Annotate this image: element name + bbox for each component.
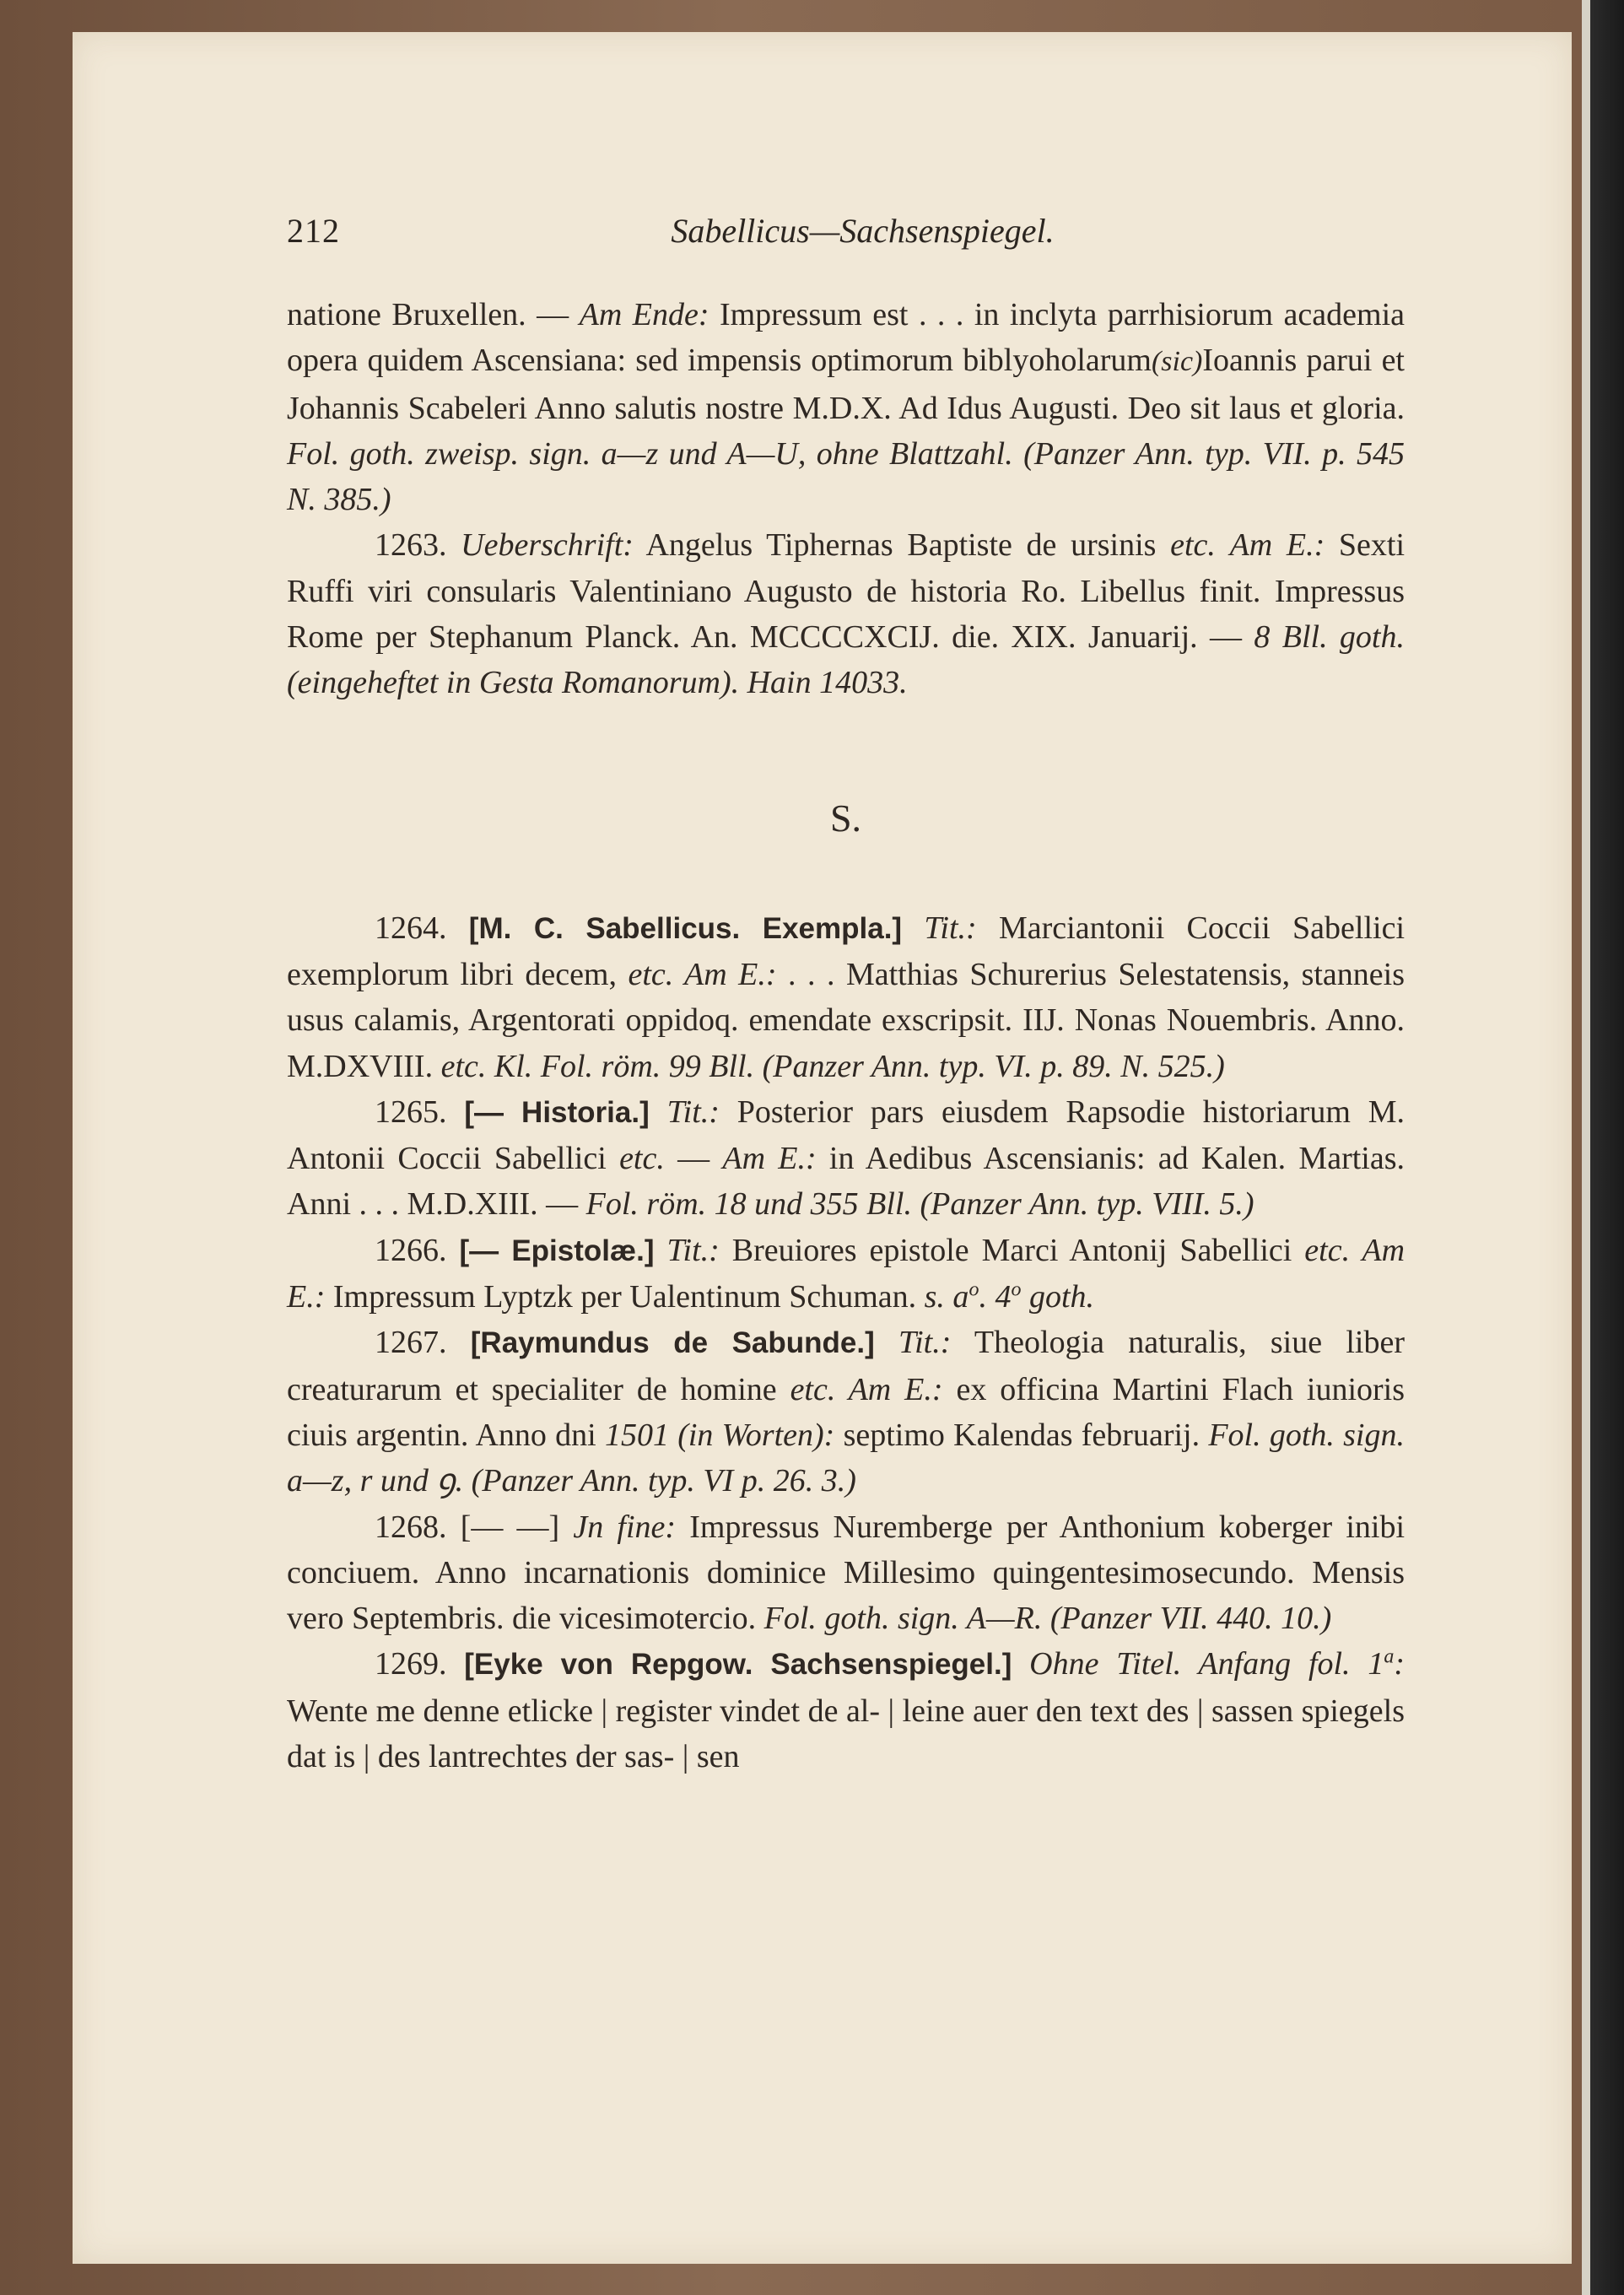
entry-1266: 1266. [— Epistolæ.] Tit.: Breuiores epistole Marci Antonij Sabellici etc. Am E.: Impressum Lyptzk per Ualentinum Schuman. s. $a^o$. 4$^o$ goth.	[287, 1232, 1405, 1315]
page-header	[287, 211, 1405, 253]
running-title: Sabellicus—Sachsenspiegel.	[671, 212, 1055, 250]
entry-continuation: natione Bruxellen. — Am Ende: Impressum est . . . in inclyta parrhisiorum academia opera quidem Ascensiana: sed impensis optimorum biblyoholarum(sic)Ioannis parui et Johannis Scabeleri Anno salutis nostre M.D.X. Ad Idus Augusti. Deo sit laus et gloria. Fol. goth. zweisp. sign. a—z und A—U, ohne Blattzahl. (Panzer Ann. typ. VII. p. 545 N. 385.)	[287, 297, 1405, 518]
entry-1264: 1264. [M. C. Sabellicus. Exempla.] Tit.: Marciantonii Coccii Sabellici exemplorum libri decem, etc. Am E.: . . . Matthias Schurerius Selestatensis, stanneis usus calamis, Argentorati oppidoq. emendate exscripsit. IIJ. Nonas Nouembris. Anno. M.DXVIII. etc. Kl. Fol. röm. 99 Bll. (Panzer Ann. typ. VI. p. 89. N. 525.)	[287, 910, 1405, 1084]
entry-1263: 1263. Ueberschrift: Angelus Tiphernas Baptiste de ursinis etc. Am E.: Sexti Ruffi viri consularis Valentiniano Augusto de historia Ro. Libellus finit. Impressus Rome per Stephanum Planck. An. MCCCCXCIJ. die. XIX. Januarij. — 8 Bll. goth. (eingeheftet in Gesta Romanorum). Hain 14033.	[287, 527, 1405, 701]
section-letter-heading: S.	[829, 796, 862, 840]
scan-edge-dark	[1590, 0, 1624, 2295]
page-number: 212	[287, 212, 340, 250]
entry-1268: 1268. [— —] Jn fine: Impressus Nuremberge per Anthonium koberger inibi conciuem. Anno incarnationis dominice Millesimo quingentesimosecundo. Mensis vero Septembris. die vicesimotercio. Fol. goth. sign. A—R. (Panzer VII. 440. 10.)	[287, 1509, 1405, 1637]
entry-1267: 1267. [Raymundus de Sabunde.] Tit.: Theologia naturalis, siue liber creaturarum et specialiter de homine etc. Am E.: ex officina Martini Flach iunioris ciuis argentin. Anno dni 1501 (in Worten): septimo Kalendas februarij. Fol. goth. sign. a—z, r und ꝯ. (Panzer Ann. typ. VI p. 26. 3.)	[287, 1325, 1405, 1499]
entry-1269: 1269. [Eyke von Repgow. Sachsenspiegel.] Ohne Titel. Anfang fol. 1$^a$: Wente me denne etlicke | register vindet de al- | leine auer den text des | sassen spiegels dat is | des lantrechtes der sas- | sen	[287, 1645, 1405, 1775]
entry-1265: 1265. [— Historia.] Tit.: Posterior pars eiusdem Rapsodie historiarum M. Antonii Coccii Sabellici etc. — Am E.: in Aedibus Ascensianis: ad Kalen. Martias. Anni . . . M.D.XIII. — Fol. röm. 18 und 355 Bll. (Panzer Ann. typ. VIII. 5.)	[287, 1094, 1405, 1223]
page-body	[287, 292, 1405, 1779]
scan-edge-light	[1582, 0, 1590, 2295]
